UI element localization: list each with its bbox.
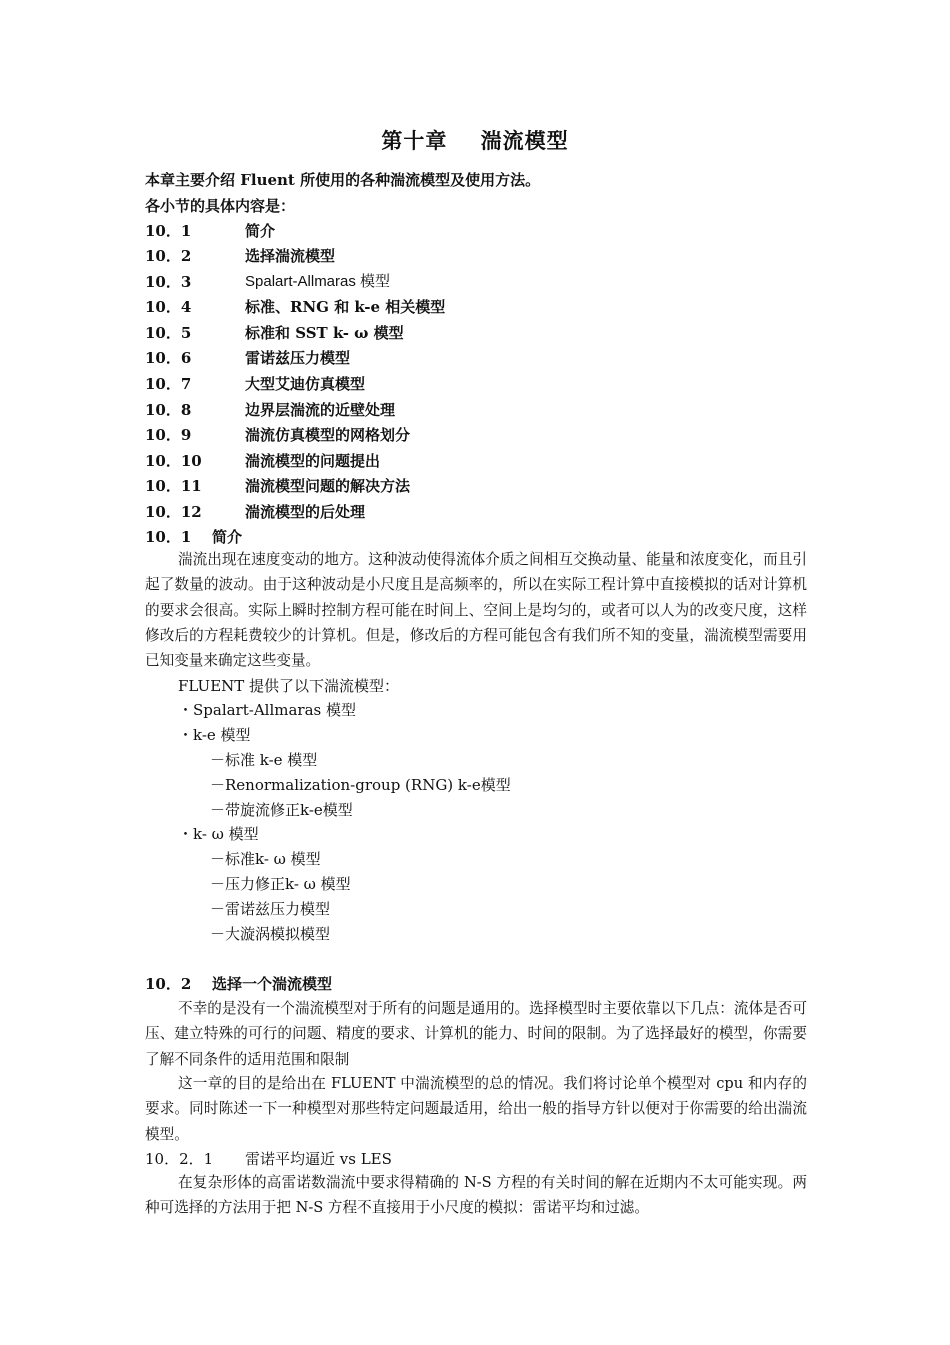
toc-number: 10．8	[145, 401, 192, 419]
toc-number: 10．9	[145, 426, 192, 444]
toc-number: 10．3	[145, 273, 192, 291]
list-item: －大漩涡模拟模型	[210, 925, 331, 943]
toc-number: 10．5	[145, 324, 192, 342]
toc-title: 湍流仿真模型的网格划分	[245, 426, 411, 444]
toc-number: 10．7	[145, 375, 192, 393]
toc-title: 雷诺兹压力模型	[245, 349, 351, 367]
section2-paragraph-1: 不幸的是没有一个湍流模型对于所有的问题是通用的。选择模型时主要依靠以下几点：流体是否可压、建立特殊的可行的问题、精度的要求、计算机的能力、时间的限制。为了选择最好的模型，你需要了解不同条件的适用范围和限制	[145, 1000, 807, 1068]
list-item: －标准k- ω 模型	[210, 850, 321, 868]
list-item: －标准 k-e 模型	[210, 751, 318, 769]
toc-title: 湍流模型问题的解决方法	[245, 477, 411, 495]
toc-title: 边界层湍流的近壁处理	[245, 401, 396, 419]
section-number: 10．1	[145, 528, 192, 546]
list-item: －雷诺兹压力模型	[210, 900, 331, 918]
subsection-title: 雷诺平均逼近 vs LES	[245, 1150, 392, 1168]
section1-paragraph: 湍流出现在速度变动的地方。这种波动使得流体介质之间相互交换动量、能量和浓度变化，而且引起了数量的波动。由于这种波动是小尺度且是高频率的，所以在实际工程计算中直接模拟的话对计算机的要求会很高。实际上瞬时控制方程可能在时间上、空间上是均匀的，或者可以人为的改变尺度，这样修改后的方程耗费较少的计算机。但是，修改后的方程可能包含有我们所不知的变量，湍流模型需要用已知变量来确定这些变量。	[145, 551, 807, 670]
toc-number: 10．10	[145, 452, 202, 470]
model-list-intro: FLUENT 提供了以下湍流模型：	[178, 677, 400, 695]
toc-number: 10．12	[145, 503, 202, 521]
section2-paragraph-3: 在复杂形体的高雷诺数湍流中要求得精确的 N-S 方程的有关时间的解在近期内不太可能实现。两种可选择的方法用于把 N-S 方程不直接用于小尺度的模拟：雷诺平均和过滤。	[145, 1174, 807, 1217]
intro-line: 本章主要介绍 Fluent 所使用的各种湍流模型及使用方法。	[145, 171, 541, 189]
subsection-number: 10．2．1	[145, 1150, 214, 1168]
toc-number: 10．2	[145, 247, 192, 265]
toc-title: 湍流模型的后处理	[245, 503, 366, 521]
list-item: －压力修正k- ω 模型	[210, 875, 351, 893]
toc-title: 简介	[245, 222, 276, 240]
toc-title: 大型艾迪仿真模型	[245, 375, 366, 393]
list-item: －带旋流修正k-e模型	[210, 801, 353, 819]
toc-title: 湍流模型的问题提出	[245, 452, 381, 470]
sub-intro: 各小节的具体内容是：	[145, 197, 296, 215]
section-title: 简介	[212, 528, 243, 546]
section-number: 10．2	[145, 975, 192, 993]
section2-paragraph-2: 这一章的目的是给出在 FLUENT 中湍流模型的总的情况。我们将讨论单个模型对 cpu 和内存的要求。同时陈述一下一种模型对那些特定问题最适用，给出一般的指导方针以便对于你需要的给出湍流模型。	[145, 1075, 807, 1143]
list-item: ・k- ω 模型	[178, 825, 259, 843]
section-title: 选择一个湍流模型	[212, 975, 333, 993]
toc-title: Spalart-Allmaras 模型	[245, 273, 391, 290]
toc-title: 选择湍流模型	[245, 247, 336, 265]
toc-number: 10．1	[145, 222, 192, 240]
toc-number: 10．6	[145, 349, 192, 367]
toc-title: 标准和 SST k- ω 模型	[245, 324, 404, 342]
chapter-title: 第十章 湍流模型	[381, 128, 569, 153]
toc-title: 标准、RNG 和 k-e 相关模型	[245, 298, 446, 316]
toc-number: 10．4	[145, 298, 192, 316]
toc-number: 10．11	[145, 477, 202, 495]
list-item: ・k-e 模型	[178, 726, 251, 744]
list-item: －Renormalization-group (RNG) k-e模型	[210, 776, 511, 794]
list-item: ・Spalart-Allmaras 模型	[178, 701, 357, 719]
